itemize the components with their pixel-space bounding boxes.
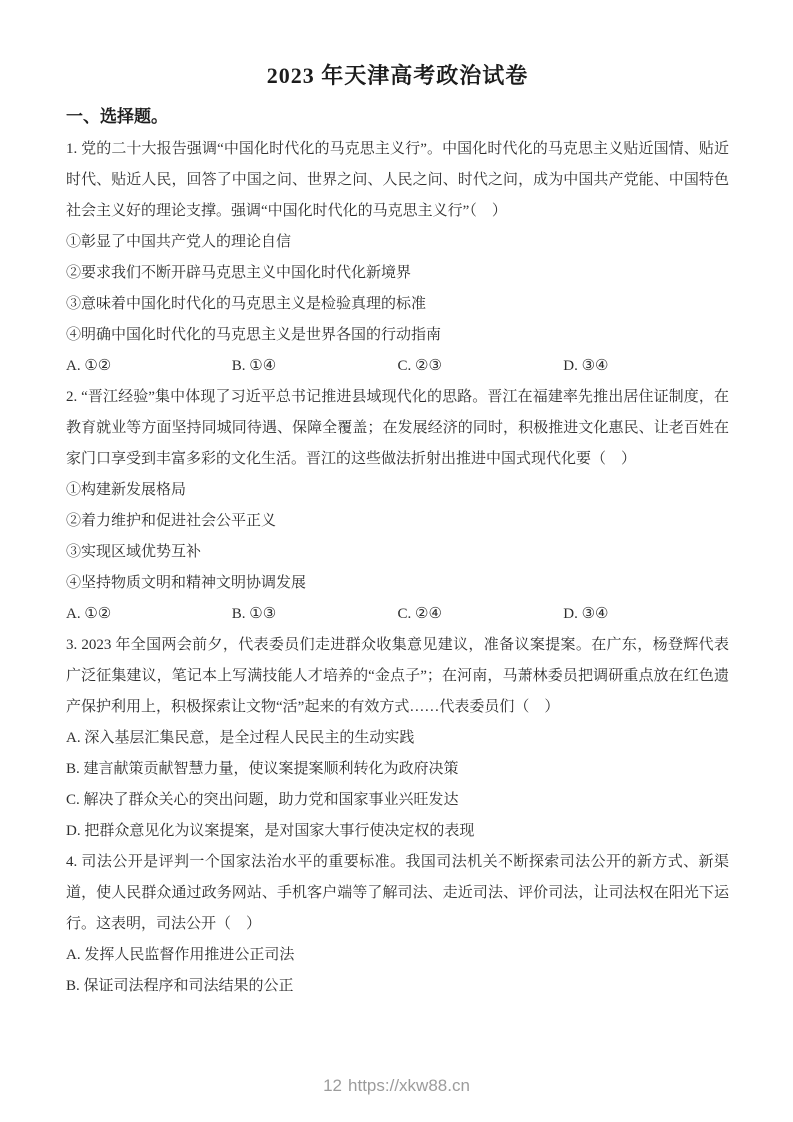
question-1-stem: 1. 党的二十大报告强调“中国化时代化的马克思主义行”。中国化时代化的马克思主义贴近国情、贴近时代、贴近人民，回答了中国之问、世界之问、人民之问、时代之问，成为中国共产党能、中国特色社会主义好的理论支撑。强调“中国化时代化的马克思主义行”（ ） [66, 141, 729, 219]
question-2-choice-row [66, 599, 729, 630]
question-1-choice-row [66, 351, 729, 382]
question-1-choice-c: C. ②③ [397, 358, 442, 374]
question-4-stem: 4. 司法公开是评判一个国家法治水平的重要标准。我国司法机关不断探索司法公开的新方式、新渠道，使人民群众通过政务网站、手机客户端等了解司法、走近司法、评价司法，让司法权在阳光下运行。这表明，司法公开（ ） [66, 854, 729, 932]
question-3 [66, 630, 729, 847]
question-3-option-d: D. 把群众意见化为议案提案，是对国家大事行使决定权的表现 [66, 823, 475, 839]
question-1-item-2: ②要求我们不断开辟马克思主义中国化时代化新境界 [66, 265, 412, 281]
question-2-choice-b: B. ①③ [231, 606, 277, 622]
section-heading: 一、选择题。 [66, 107, 168, 126]
question-3-option-a: A. 深入基层汇集民意，是全过程人民民主的生动实践 [66, 730, 415, 746]
question-4 [66, 847, 729, 1002]
question-2-choice-a: A. ①② [66, 606, 112, 622]
question-2-item-4: ④坚持物质文明和精神文明协调发展 [66, 575, 307, 591]
question-1-item-4: ④明确中国化时代化的马克思主义是世界各国的行动指南 [66, 327, 442, 343]
question-2-item-1: ①构建新发展格局 [66, 482, 187, 498]
watermark-url: https://xkw88.cn [348, 1076, 470, 1095]
question-1-choice-b: B. ①④ [231, 358, 277, 374]
question-list [66, 134, 729, 1002]
page-title: 2023 年天津高考政治试卷 [266, 63, 529, 88]
question-3-option-c: C. 解决了群众关心的突出问题，助力党和国家事业兴旺发达 [66, 792, 459, 808]
question-1-choice-a: A. ①② [66, 358, 112, 374]
question-2-stem: 2. “晋江经验”集中体现了习近平总书记推进县域现代化的思路。晋江在福建率先推出居住证制度，在教育就业等方面坚持同城同待遇、保障全覆盖；在发展经济的同时，积极推进文化惠民、让老百姓在家门口享受到丰富多彩的文化生活。晋江的这些做法折射出推进中国式现代化要（ ） [66, 389, 729, 467]
question-2-choice-d: D. ③④ [563, 606, 609, 622]
question-2-choice-c: C. ②④ [397, 606, 442, 622]
page-footer [0, 1076, 793, 1096]
question-2 [66, 382, 729, 630]
question-3-option-b: B. 建言献策贡献智慧力量，使议案提案顺利转化为政府决策 [66, 761, 459, 777]
question-4-option-b: B. 保证司法程序和司法结果的公正 [66, 978, 294, 994]
question-2-item-3: ③实现区域优势互补 [66, 544, 202, 560]
question-4-option-a: A. 发挥人民监督作用推进公正司法 [66, 947, 295, 963]
question-1-item-1: ①彰显了中国共产党人的理论自信 [66, 234, 292, 250]
page-number: 12 [323, 1076, 343, 1095]
question-1-item-3: ③意味着中国化时代化的马克思主义是检验真理的标准 [66, 296, 427, 312]
question-2-item-2: ②着力维护和促进社会公平正义 [66, 513, 277, 529]
question-1 [66, 134, 729, 382]
question-1-choice-d: D. ③④ [563, 358, 609, 374]
question-3-stem: 3. 2023 年全国两会前夕，代表委员们走进群众收集意见建议，准备议案提案。在广东，杨登辉代表广泛征集建议，笔记本上写满技能人才培养的“金点子”；在河南，马萧林委员把调研重点放在红色遗产保护利用上，积极探索让文物“活”起来的有效方式……代表委员们（ ） [66, 637, 729, 715]
